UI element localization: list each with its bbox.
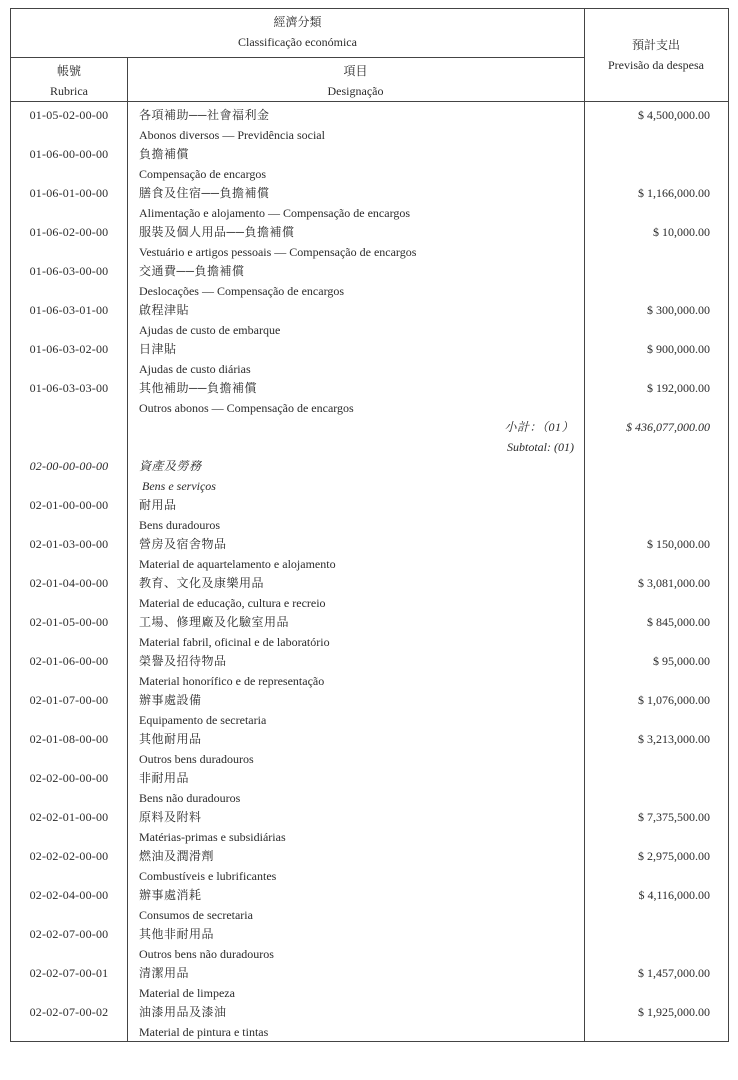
header-divider-classification [11, 57, 584, 58]
rubric-code: 01-06-03-01-00 [29, 303, 109, 317]
rubric-code: 01-06-01-00-00 [29, 186, 109, 200]
header-forecast-cn: 預計支出 [631, 38, 680, 52]
header-designation [127, 61, 584, 101]
amount: $ 1,076,000.00 [638, 693, 710, 707]
table-row [11, 691, 728, 730]
rubric-code: 02-01-06-00-00 [29, 654, 109, 668]
header-classification-pt: Classificação económica [238, 35, 357, 49]
designation-cn: 日津貼 [139, 342, 177, 356]
table-row [11, 730, 728, 769]
rubric-code: 02-01-07-00-00 [29, 693, 109, 707]
designation-cn: 各項補助──社會福利金 [139, 108, 270, 122]
header-rubric-pt: Rubrica [50, 84, 88, 98]
subtotal-label-cn: 小計：（01） [504, 420, 574, 434]
amount: $ 845,000.00 [647, 615, 710, 629]
designation-pt: Combustíveis e lubrificantes [139, 869, 277, 883]
designation-pt: Outros abonos — Compensação de encargos [139, 401, 354, 415]
table-row [11, 964, 728, 1003]
designation-pt: Abonos diversos — Previdência social [139, 128, 325, 142]
table-row [11, 769, 728, 808]
header-divider-bottom [11, 101, 728, 102]
table-row [11, 301, 728, 340]
designation-pt: Material honorífico e de representação [139, 674, 325, 688]
table-row [11, 886, 728, 925]
designation-cn: 膳食及住宿──負擔補償 [139, 186, 270, 200]
amount: $ 1,925,000.00 [638, 1005, 710, 1019]
designation-cn: 辦事處消耗 [139, 888, 202, 902]
table-row [11, 652, 728, 691]
table-row [11, 847, 728, 886]
designation-cn: 啟程津貼 [139, 303, 190, 317]
designation-cn: 其他耐用品 [139, 732, 202, 746]
rubric-code: 02-00-00-00-00 [29, 459, 109, 473]
header-classification-cn: 經濟分類 [273, 15, 322, 29]
designation-pt: Vestuário e artigos pessoais — Compensação de encargos [139, 245, 417, 259]
designation-pt: Bens e serviços [142, 479, 216, 493]
designation-pt: Compensação de encargos [139, 167, 267, 181]
designation-pt: Deslocações — Compensação de encargos [139, 284, 345, 298]
rubric-code: 01-06-02-00-00 [29, 225, 109, 239]
table-row [11, 262, 728, 301]
designation-cn: 耐用品 [139, 498, 177, 512]
subtotal-amount: $ 436,077,000.00 [626, 420, 710, 434]
header-designation-cn: 項目 [343, 64, 368, 78]
subtotal-row [11, 418, 728, 457]
amount: $ 192,000.00 [647, 381, 710, 395]
table-row [11, 106, 728, 145]
table-row [11, 184, 728, 223]
header-forecast [584, 35, 728, 75]
amount: $ 300,000.00 [647, 303, 710, 317]
designation-pt: Ajudas de custo de embarque [139, 323, 281, 337]
rubric-code: 02-02-04-00-00 [29, 888, 109, 902]
rubric-code: 02-02-07-00-00 [29, 927, 109, 941]
rubric-code: 01-06-00-00-00 [29, 147, 109, 161]
budget-table [10, 8, 729, 1042]
amount: $ 900,000.00 [647, 342, 710, 356]
amount: $ 3,081,000.00 [638, 576, 710, 590]
table-row [11, 340, 728, 379]
table-row [11, 379, 728, 418]
designation-cn: 榮譽及招待物品 [139, 654, 227, 668]
rubric-code: 02-01-08-00-00 [29, 732, 109, 746]
designation-cn: 營房及宿舍物品 [139, 537, 227, 551]
rubric-code: 02-01-05-00-00 [29, 615, 109, 629]
table-row [11, 613, 728, 652]
designation-pt: Ajudas de custo diárias [139, 362, 251, 376]
designation-cn: 原料及附料 [139, 810, 202, 824]
designation-pt: Material de limpeza [139, 986, 235, 1000]
amount: $ 1,166,000.00 [638, 186, 710, 200]
header-rubric [11, 61, 127, 101]
section-heading-row [11, 457, 728, 496]
rubric-code: 01-06-03-00-00 [29, 264, 109, 278]
header-classification [11, 12, 584, 52]
designation-pt: Bens duradouros [139, 518, 220, 532]
amount: $ 150,000.00 [647, 537, 710, 551]
amount: $ 4,116,000.00 [638, 888, 710, 902]
designation-cn: 交通費──負擔補償 [139, 264, 245, 278]
designation-pt: Alimentação e alojamento — Compensação de encargos [139, 206, 411, 220]
rubric-code: 01-05-02-00-00 [29, 108, 109, 122]
rubric-code: 02-02-00-00-00 [29, 771, 109, 785]
rubric-code: 02-02-02-00-00 [29, 849, 109, 863]
amount: $ 95,000.00 [653, 654, 710, 668]
rubric-code: 01-06-03-03-00 [29, 381, 109, 395]
designation-cn: 資產及勞務 [139, 459, 202, 473]
designation-pt: Equipamento de secretaria [139, 713, 267, 727]
rubric-code: 02-01-00-00-00 [29, 498, 109, 512]
amount: $ 7,375,500.00 [638, 810, 710, 824]
header-rubric-cn: 帳號 [56, 64, 81, 78]
designation-pt: Matérias-primas e subsidiárias [139, 830, 286, 844]
rubric-code: 02-02-07-00-01 [29, 966, 109, 980]
amount: $ 1,457,000.00 [638, 966, 710, 980]
amount: $ 4,500,000.00 [638, 108, 710, 122]
designation-pt: Material fabril, oficinal e de laboratório [139, 635, 330, 649]
rubric-code: 02-02-01-00-00 [29, 810, 109, 824]
amount: $ 10,000.00 [653, 225, 710, 239]
designation-cn: 教育、文化及康樂用品 [139, 576, 265, 590]
rubric-code: 01-06-03-02-00 [29, 342, 109, 356]
designation-cn: 工場、修理廠及化驗室用品 [139, 615, 290, 629]
rubric-code: 02-02-07-00-02 [29, 1005, 109, 1019]
table-row [11, 1003, 728, 1042]
designation-pt: Material de pintura e tintas [139, 1025, 269, 1039]
designation-pt: Outros bens duradouros [139, 752, 254, 766]
rubric-code: 02-01-03-00-00 [29, 537, 109, 551]
designation-pt: Material de aquartelamento e alojamento [139, 557, 336, 571]
designation-cn: 燃油及潤滑劑 [139, 849, 215, 863]
designation-cn: 清潔用品 [139, 966, 190, 980]
table-row [11, 808, 728, 847]
rubric-code: 02-01-04-00-00 [29, 576, 109, 590]
designation-cn: 非耐用品 [139, 771, 190, 785]
designation-cn: 油漆用品及漆油 [139, 1005, 227, 1019]
table-row [11, 145, 728, 184]
designation-cn: 負擔補償 [139, 147, 190, 161]
designation-cn: 辦事處設備 [139, 693, 202, 707]
designation-cn: 其他非耐用品 [139, 927, 215, 941]
amount: $ 2,975,000.00 [638, 849, 710, 863]
designation-pt: Outros bens não duradouros [139, 947, 274, 961]
table-row [11, 496, 728, 535]
table-row [11, 223, 728, 262]
header-forecast-pt: Previsão da despesa [608, 58, 704, 72]
table-row [11, 574, 728, 613]
designation-cn: 服裝及個人用品──負擔補償 [139, 225, 295, 239]
designation-cn: 其他補助──負擔補償 [139, 381, 258, 395]
header-designation-pt: Designação [327, 84, 384, 98]
amount: $ 3,213,000.00 [638, 732, 710, 746]
designation-pt: Material de educação, cultura e recreio [139, 596, 326, 610]
designation-pt: Consumos de secretaria [139, 908, 253, 922]
designation-pt: Bens não duradouros [139, 791, 241, 805]
subtotal-label-pt: Subtotal: (01) [507, 440, 574, 454]
table-row [11, 925, 728, 964]
table-row [11, 535, 728, 574]
